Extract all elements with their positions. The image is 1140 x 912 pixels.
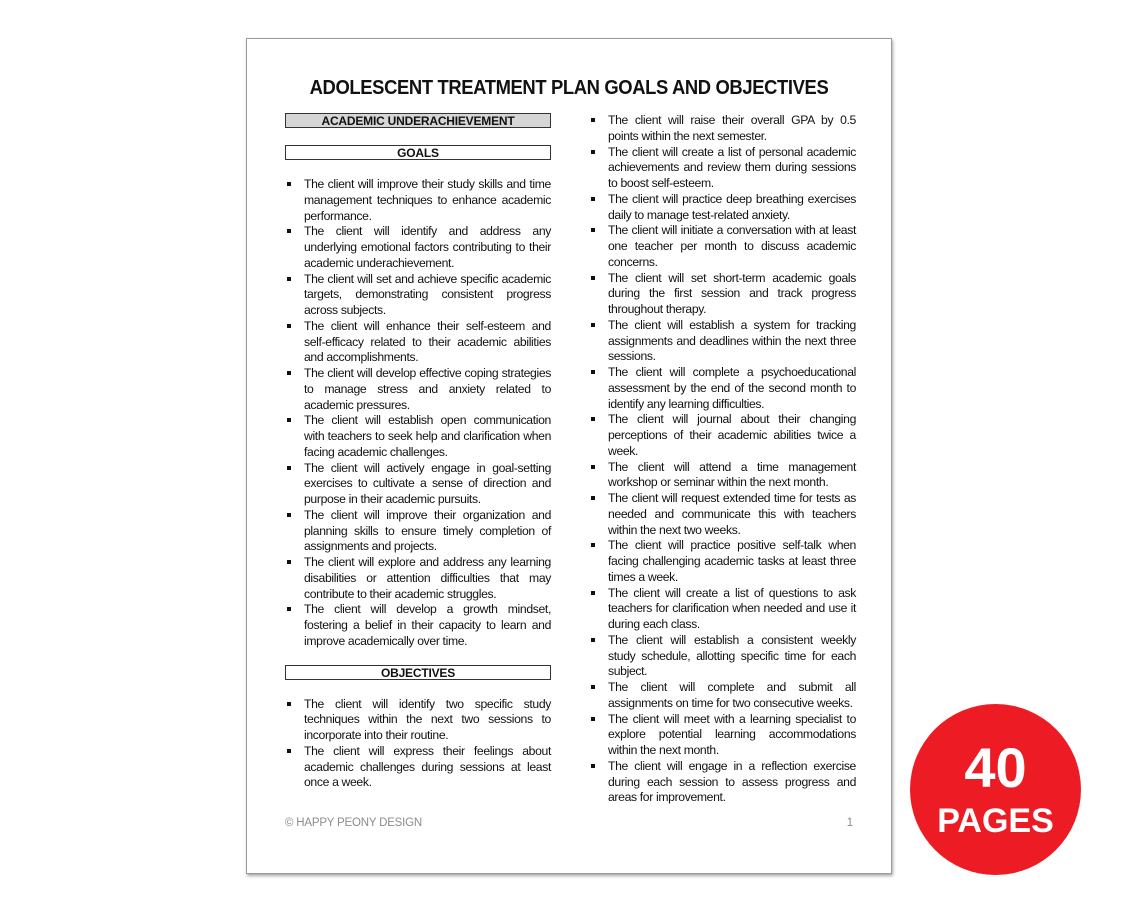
objectives-list-right [589, 113, 856, 806]
list-item: The client will engage in a reflection exercise during each session to assess progress and areas for improvement. [589, 759, 856, 806]
page-count-badge [910, 704, 1081, 875]
list-item: The client will complete and submit all assignments on time for two consecutive weeks. [589, 680, 856, 712]
list-item: The client will practice positive self-talk when facing challenging academic tasks at least three times a week. [589, 538, 856, 585]
list-item: The client will meet with a learning specialist to explore potential learning accommodations within the next month. [589, 712, 856, 759]
list-item: The client will create a list of personal academic achievements and review them during sessions to boost self-esteem. [589, 145, 856, 192]
list-item: The client will journal about their changing perceptions of their academic abilities twice a week. [589, 412, 856, 459]
list-item: The client will establish open communication with teachers to seek help and clarification when facing academic challenges. [285, 413, 551, 460]
objectives-heading: OBJECTIVES [285, 665, 551, 680]
list-item: The client will improve their organization and planning skills to ensure timely completion of assignments and projects. [285, 508, 551, 555]
badge-number: 40 [964, 736, 1027, 799]
list-item: The client will initiate a conversation with at least one teacher per month to discuss academic concerns. [589, 223, 856, 270]
badge-label: PAGES [937, 802, 1054, 840]
left-column [285, 113, 551, 791]
list-item: The client will set and achieve specific academic targets, demonstrating consistent progress across subjects. [285, 272, 551, 319]
document-page [246, 38, 892, 874]
goals-list [285, 177, 551, 650]
list-item: The client will set short-term academic goals during the first session and track progress throughout therapy. [589, 271, 856, 318]
list-item: The client will request extended time for tests as needed and communicate this with teachers within the next two weeks. [589, 491, 856, 538]
list-item: The client will establish a consistent weekly study schedule, allotting specific time for each subject. [589, 633, 856, 680]
section-heading: ACADEMIC UNDERACHIEVEMENT [285, 113, 551, 128]
list-item: The client will practice deep breathing exercises daily to manage test-related anxiety. [589, 192, 856, 224]
goals-heading: GOALS [285, 145, 551, 160]
right-column [589, 113, 856, 806]
list-item: The client will identify and address any underlying emotional factors contributing to their academic underachievement. [285, 224, 551, 271]
page-title: ADOLESCENT TREATMENT PLAN GOALS AND OBJECTIVES [309, 77, 829, 99]
list-item: The client will develop a growth mindset, fostering a belief in their capacity to learn and improve academically over time. [285, 602, 551, 649]
list-item: The client will improve their study skills and time management techniques to enhance academic performance. [285, 177, 551, 224]
list-item: The client will express their feelings about academic challenges during sessions at least once a week. [285, 744, 551, 791]
list-item: The client will raise their overall GPA by 0.5 points within the next semester. [589, 113, 856, 145]
list-item: The client will develop effective coping strategies to manage stress and anxiety related to academic pressures. [285, 366, 551, 413]
page-number: 1 [846, 817, 853, 829]
list-item: The client will complete a psychoeducational assessment by the end of the second month to identify any learning difficulties. [589, 365, 856, 412]
list-item: The client will actively engage in goal-setting exercises to cultivate a sense of direction and purpose in their academic pursuits. [285, 461, 551, 508]
footer-copyright: © HAPPY PEONY DESIGN [285, 817, 422, 829]
list-item: The client will enhance their self-esteem and self-efficacy related to their academic abilities and accomplishments. [285, 319, 551, 366]
list-item: The client will establish a system for tracking assignments and deadlines within the next three sessions. [589, 318, 856, 365]
list-item: The client will create a list of questions to ask teachers for clarification when needed and use it during each class. [589, 586, 856, 633]
objectives-list-left [285, 697, 551, 792]
list-item: The client will attend a time management workshop or seminar within the next month. [589, 460, 856, 492]
list-item: The client will explore and address any learning disabilities or attention difficulties that may contribute to their academic struggles. [285, 555, 551, 602]
list-item: The client will identify two specific study techniques within the next two sessions to incorporate into their routine. [285, 697, 551, 744]
